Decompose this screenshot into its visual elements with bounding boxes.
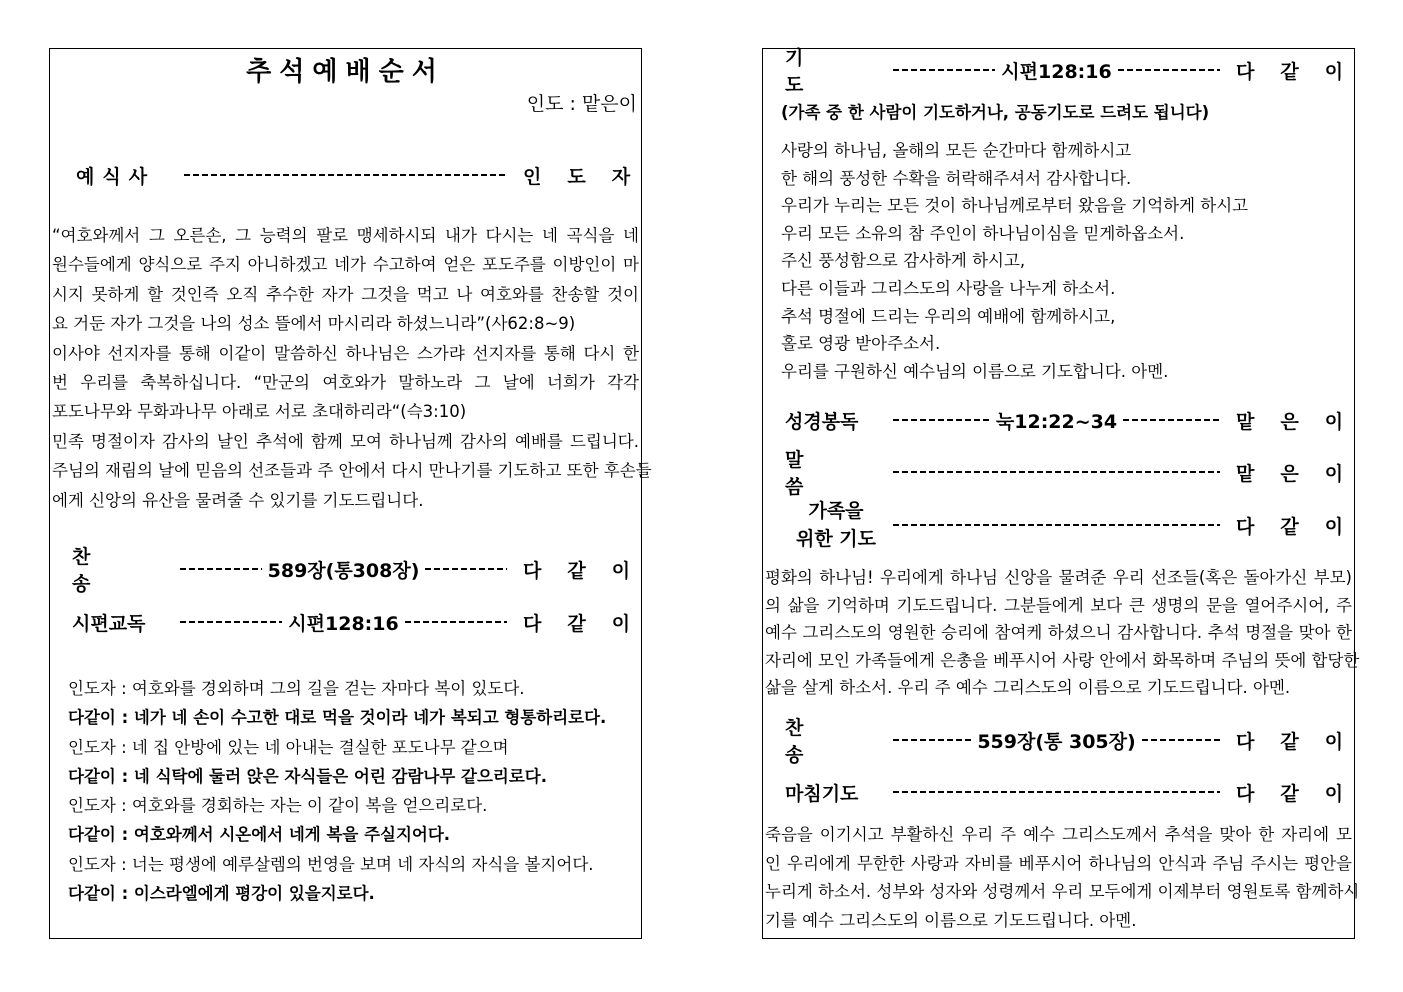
- order-assignee: 다같이: [1236, 730, 1370, 753]
- order-ref: 589장(통308장): [267, 559, 420, 582]
- order-label: 마침기도: [785, 782, 859, 805]
- page-title: 추석예배순서: [246, 57, 445, 87]
- prayer-line: 우리 모든 소유의 참 주인이 하나님이심을 믿게하옵소서.: [781, 223, 1185, 243]
- separator: :: [115, 737, 132, 757]
- text-line: 예수 그리스도의 영원한 승리에 참여케 하셨으니 감사합니다. 추석 명절을 맞아 한: [765, 623, 1352, 643]
- dash-leader: [893, 419, 990, 421]
- line-text: 네 식탁에 둘러 앉은 자식들은 어린 감람나무 같으리로다.: [133, 766, 547, 786]
- prayer-note: (가족 중 한 사람이 기도하거나, 공동기도로 드려도 됩니다): [781, 103, 1210, 122]
- responsive-reading: [68, 674, 606, 908]
- opening-text: [52, 221, 652, 515]
- order-assignee: 맡은이: [1236, 410, 1370, 433]
- separator: :: [115, 679, 132, 698]
- order-label: 기도: [785, 47, 844, 96]
- order-assignee: 다같이: [523, 559, 657, 582]
- order-hymn: [785, 717, 1370, 766]
- order-label: 찬송: [785, 717, 844, 766]
- leader-line: 인도 : 맡은이: [526, 93, 637, 115]
- order-prayer: [785, 47, 1370, 96]
- prayer-line: 한 해의 풍성한 수확을 허락해주셔서 감사합니다.: [781, 168, 1132, 188]
- dash-leader: [180, 568, 262, 570]
- order-ref: 559장(통 305장): [977, 730, 1136, 753]
- dash-leader: [893, 791, 1220, 793]
- responsive-line: [68, 850, 606, 879]
- dash-leader: [1142, 739, 1220, 741]
- order-assignee: 다같이: [1236, 60, 1370, 83]
- text-line: 평화의 하나님! 우리에게 하나님 신앙을 물려준 우리 선조들(혹은 돌아가신 부모): [765, 568, 1352, 587]
- separator: :: [115, 766, 134, 786]
- text-line: 이사야 선지자를 통해 이같이 말씀하신 하나님은 스가랴 선지자를 통해 다시 한: [52, 343, 639, 363]
- speaker: 인도자: [68, 737, 116, 757]
- text-line: 죽음을 이기시고 부활하신 우리 주 예수 그리스도께서 추석을 맞아 한 자리에 모: [765, 825, 1352, 844]
- separator: :: [115, 708, 134, 728]
- order-psalm: [72, 607, 657, 637]
- order-hymn: [72, 546, 657, 595]
- text-line: 의 삶을 기억하며 기도드립니다. 그분들에게 보다 큰 생명의 문을 열어주시어, 주: [765, 595, 1352, 615]
- order-label: 성경봉독: [785, 410, 859, 433]
- prayer-line: 주신 풍성함으로 감사하게 하시고,: [781, 251, 1026, 271]
- text-line: 누리게 하소서. 성부와 성자와 성령께서 우리 모두에게 이제부터 영원토록 함께하시: [765, 882, 1360, 901]
- order-ref: 시편128:16: [1001, 60, 1112, 83]
- order-label: [785, 497, 887, 553]
- speaker: 다같이: [68, 708, 116, 728]
- speaker: 인도자: [68, 679, 116, 698]
- prayer-line: 사랑의 하나님, 올해의 모든 순간마다 함께하시고: [781, 141, 1132, 160]
- dash-leader: [893, 739, 971, 741]
- order-ref: 시편128:16: [288, 612, 399, 635]
- order-assignee: 다같이: [1236, 782, 1370, 805]
- separator: :: [115, 796, 132, 816]
- prayer-line: 우리를 구원하신 예수님의 이름으로 기도합니다. 아멘.: [781, 361, 1169, 381]
- line-text: 네 집 안방에 있는 네 아내는 결실한 포도나무 같으며: [131, 737, 509, 757]
- text-line: 요 거둔 자가 그것을 나의 성소 뜰에서 마시리라 하셨느니라”(사62:8~9): [52, 314, 576, 334]
- text-line: 민족 명절이자 감사의 날인 추석에 함께 모여 하나님께 감사의 예배를 드립니다.: [52, 431, 639, 451]
- text-line: 포도나무와 무화과나무 아래로 서로 초대하리라“(슥3:10): [52, 402, 467, 422]
- text-line: 번 우리를 축복하십니다. “만군의 여호와가 말하노라 그 날에 너희가 각각: [52, 373, 639, 393]
- responsive-line: [68, 674, 606, 703]
- text-line: 에게 신앙의 유산을 물려줄 수 있기를 기도드립니다.: [52, 490, 424, 510]
- right-page: [762, 47, 1370, 939]
- order-label: 예식사: [76, 165, 156, 188]
- speaker: 인도자: [68, 854, 116, 874]
- separator: :: [115, 884, 134, 904]
- family-prayer-text: [765, 564, 1360, 702]
- dash-leader: [180, 621, 282, 623]
- prayer-line: 우리가 누리는 모든 것이 하나님께로부터 왔음을 기억하게 하시고: [781, 196, 1249, 216]
- order-ref: 눅12:22~34: [995, 410, 1118, 433]
- dash-leader: [425, 568, 507, 570]
- dash-leader: [1118, 69, 1220, 71]
- dash-leader: [405, 621, 507, 623]
- order-opening: [72, 160, 657, 190]
- line-text: 너는 평생에 예루살렘의 번영을 보며 네 자식의 자식을 볼지어다.: [131, 854, 594, 874]
- responsive-line: [68, 791, 606, 820]
- text-line: 주님의 재림의 날에 믿음의 선조들과 주 안에서 다시 만나기를 기도하고 또한 후손들: [52, 461, 652, 481]
- left-page: [49, 48, 657, 939]
- order-assignee: 다같이: [523, 612, 657, 635]
- separator: :: [115, 825, 134, 845]
- text-line: 인 우리에게 무한한 사랑과 자비를 베푸시어 하나님의 안식과 주님 주시는 평안을: [765, 853, 1352, 873]
- order-label: 말씀: [785, 449, 844, 498]
- line-text: 여호와를 경회하는 자는 이 같이 복을 얻으리로다.: [131, 796, 488, 816]
- dash-leader: [893, 471, 1220, 473]
- order-family-prayer: [785, 497, 1370, 553]
- speaker: 다같이: [68, 884, 116, 904]
- text-line: 시지 못하게 할 것인즉 오직 추수한 자가 그것을 먹고 나 여호와를 찬송할 것이: [52, 284, 639, 304]
- text-line: 자리에 모인 가족들에게 은총을 베푸시어 사랑 안에서 화목하며 주님의 뜻에 합당한: [765, 650, 1360, 670]
- dash-leader: [893, 524, 1220, 526]
- order-label: 시편교독: [72, 612, 146, 635]
- responsive-line: [68, 733, 606, 762]
- text-line: 원수들에게 양식으로 주지 아니하겠고 네가 수고하여 얻은 포도주를 이방인이 마: [52, 255, 639, 275]
- order-reading: [785, 405, 1370, 435]
- dash-leader: [184, 174, 507, 176]
- responsive-line: [68, 762, 606, 791]
- order-assignee: 다같이: [1236, 515, 1370, 538]
- speaker: 인도자: [68, 796, 116, 816]
- line-text: 여호와를 경외하며 그의 길을 걷는 자마다 복이 있도다.: [131, 679, 525, 698]
- dash-leader: [1123, 419, 1220, 421]
- order-label: 찬송: [72, 546, 131, 595]
- text-line: “여호와께서 그 오른손, 그 능력의 팔로 맹세하시되 내가 다시는 네 곡식을 네: [52, 226, 639, 245]
- prayer-line: 추석 명절에 드리는 우리의 예배에 함께하시고,: [781, 306, 1116, 326]
- order-sermon: [785, 449, 1370, 498]
- speaker: 다같이: [68, 766, 116, 786]
- order-closing-prayer: [785, 777, 1370, 807]
- separator: :: [115, 854, 132, 874]
- order-assignee: 맡은이: [1236, 462, 1370, 485]
- order-label-line: 가족을: [808, 500, 864, 522]
- line-text: 여호와께서 시온에서 네게 복을 주실지어다.: [133, 825, 451, 845]
- order-assignee: 인도자: [523, 165, 657, 188]
- text-line: 기를 예수 그리스도의 이름으로 기도드립니다. 아멘.: [765, 910, 1137, 930]
- order-label-line: 위한 기도: [795, 528, 877, 550]
- closing-prayer-text: [765, 821, 1360, 935]
- dash-leader: [893, 69, 995, 71]
- prayer-line: 다른 이들과 그리스도의 사랑을 나누게 하소서.: [781, 278, 1116, 298]
- text-line: 삶을 살게 하소서. 우리 주 예수 그리스도의 이름으로 기도드립니다. 아멘.: [765, 678, 1291, 698]
- responsive-line: [68, 703, 606, 732]
- speaker: 다같이: [68, 825, 116, 845]
- line-text: 이스라엘에게 평강이 있을지로다.: [133, 884, 375, 904]
- line-text: 네가 네 손이 수고한 대로 먹을 것이라 네가 복되고 형통하리로다.: [133, 708, 607, 728]
- prayer-line: 홀로 영광 받아주소서.: [781, 334, 941, 354]
- responsive-line: [68, 879, 606, 908]
- responsive-line: [68, 820, 606, 849]
- prayer-text: [781, 137, 1248, 385]
